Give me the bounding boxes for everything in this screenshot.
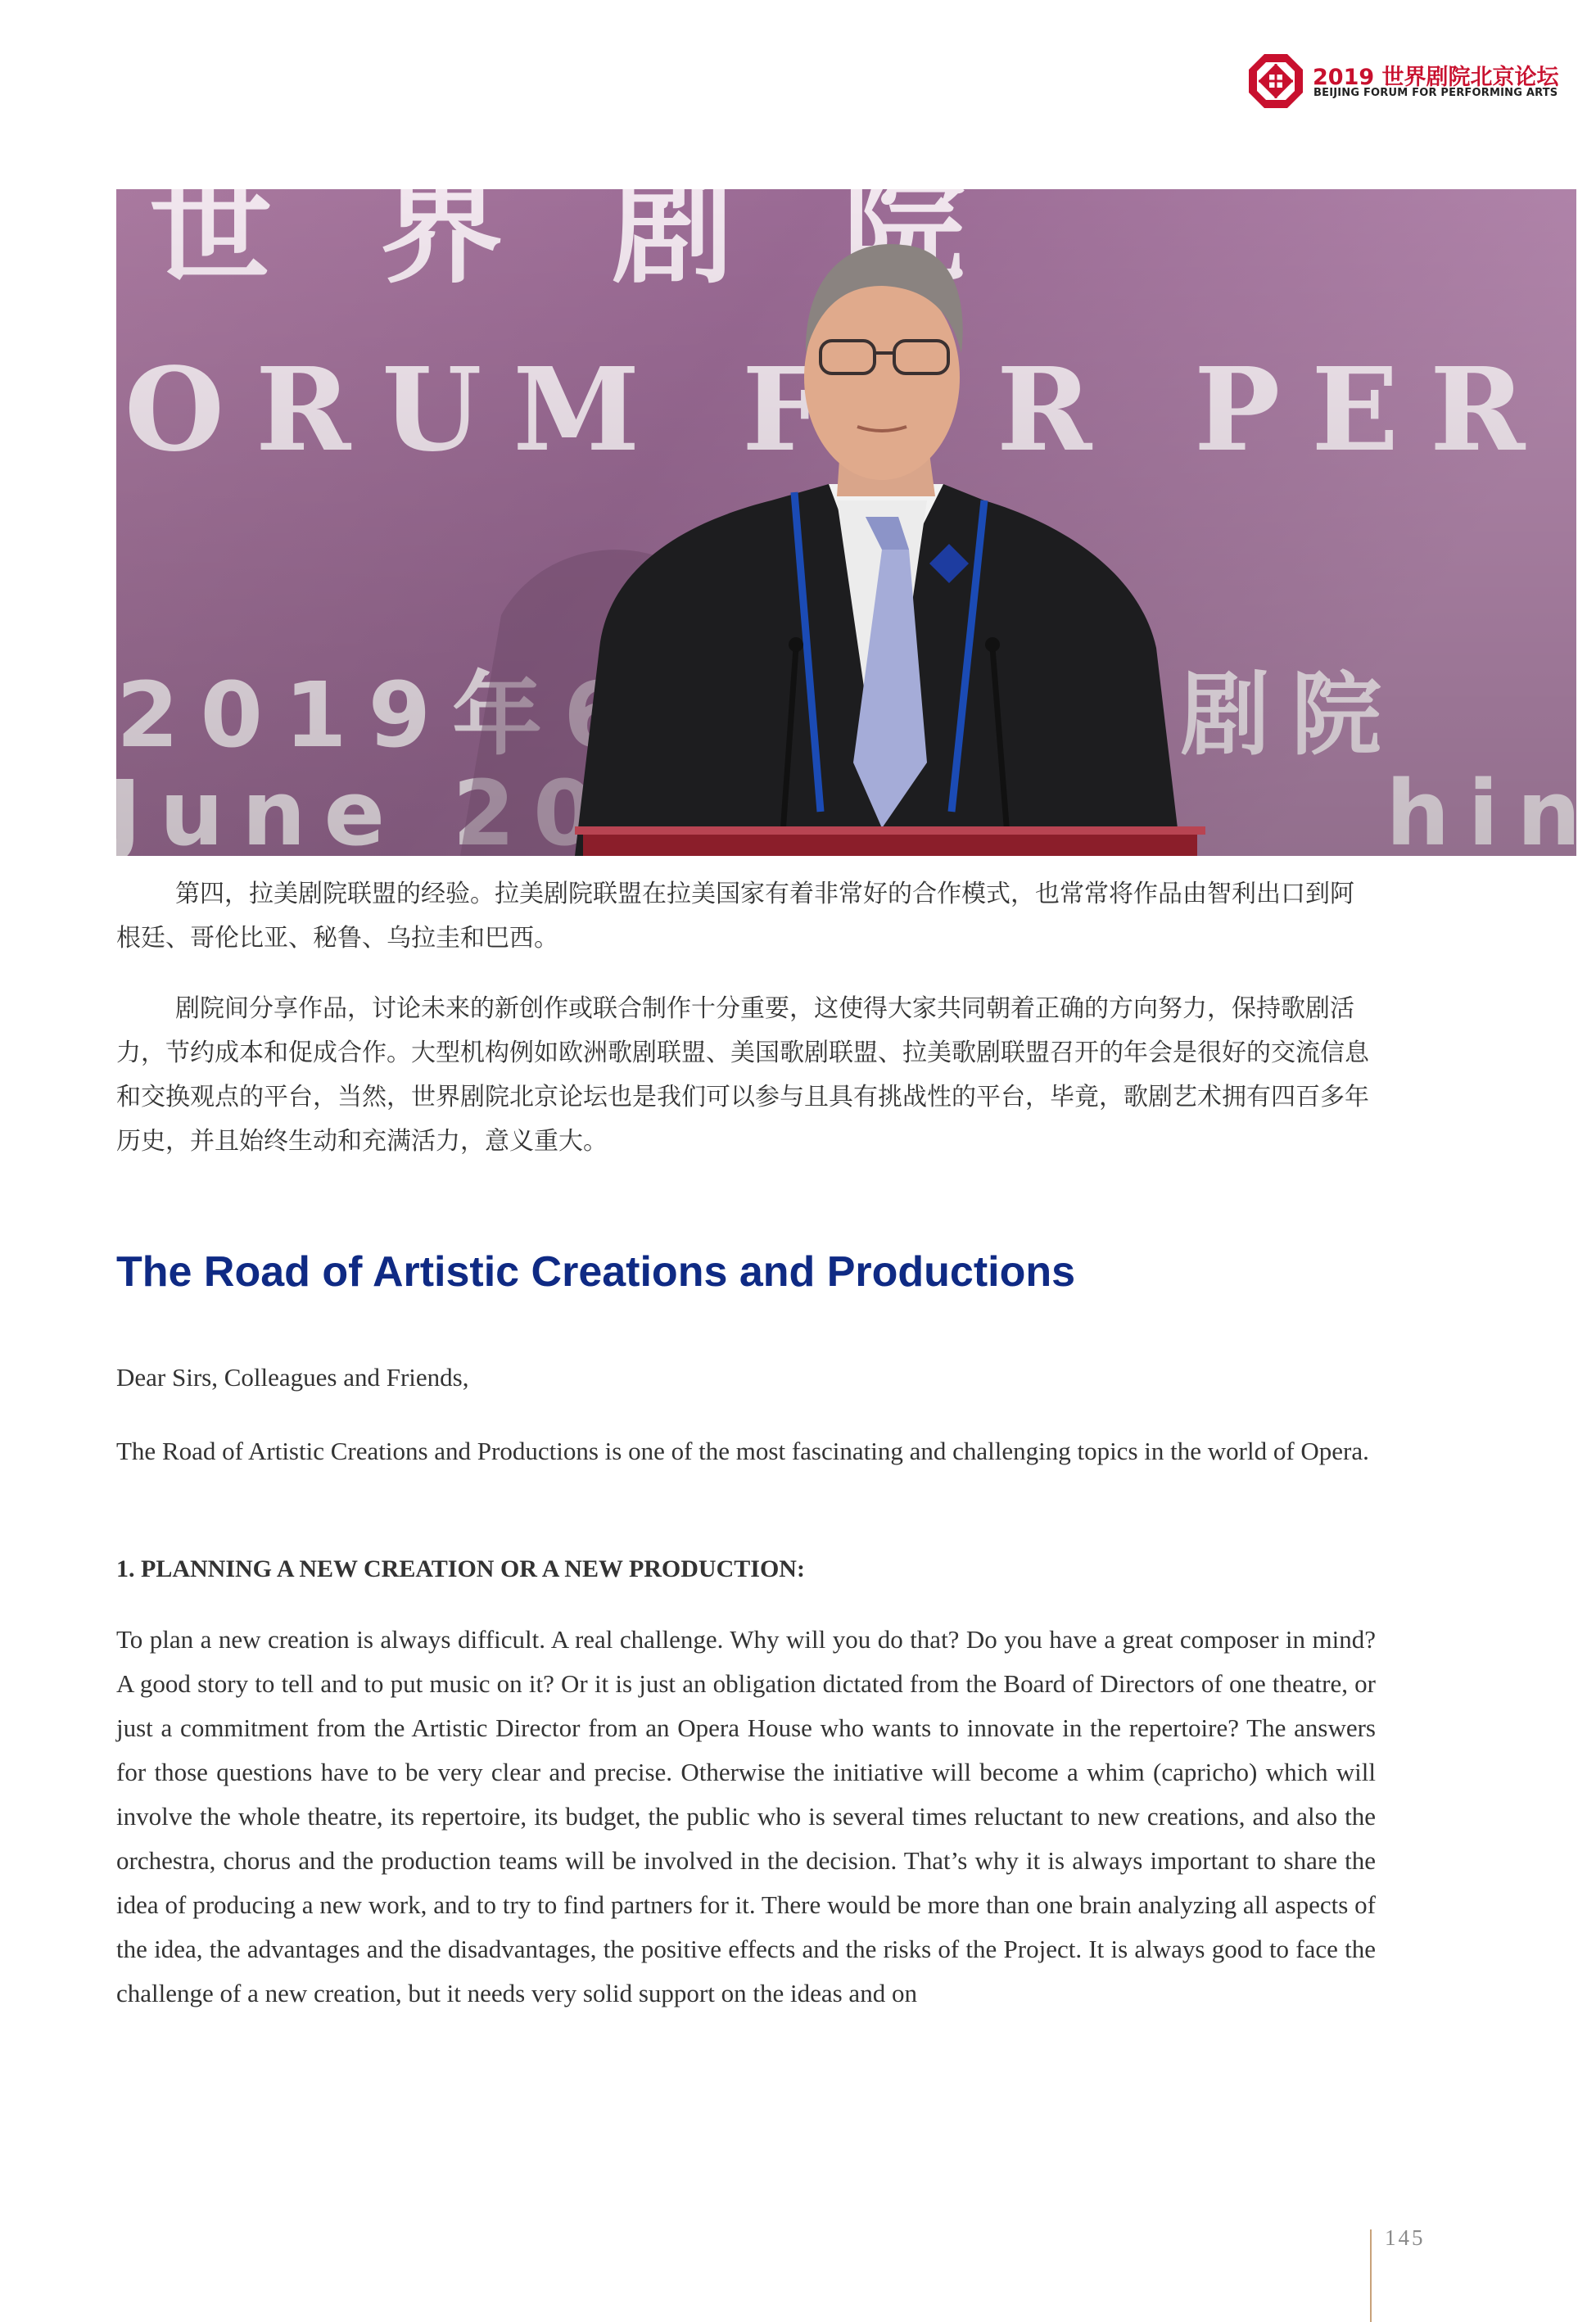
body-paragraph: To plan a new creation is always difficult. A real challenge. Why will you do that? Do you have a great composer in mind? A good story to tell and to put music on it? Or it is just an obligation dictated from the Board of Directors of one theatre, or just a commitment from the Artistic Director from an Opera House who wants to innovate in the repertoire? The answers for those questions have to be very clear and precise. Otherwise the initiative will become a whim (capricho) which will involve the whole theatre, its repertoire, its budget, the public who is several times reluctant to new creations, and also the orchestra, chorus and the production teams will be involved in the decision. That’s why it is always important to share the idea of producing a new work, and to try to find partners for it. There would be more than one brain analyzing all aspects of the idea, the advantages and the disadvantages, the positive effects and the risks of the Project. It is always good to face the challenge of a new creation, but it needs very solid support on the ideas and on <box>116 1625 1376 2007</box>
forum-subtitle: BEIJING FORUM FOR PERFORMING ARTS <box>1313 87 1558 99</box>
page-number-divider <box>1370 2229 1372 2322</box>
chinese-paragraph-2: 剧院间分享作品，讨论未来的新创作或联合制作十分重要，这使得大家共同朝着正确的方向努力，保持歌剧活力，节约成本和促成合作。大型机构例如欧洲歌剧联盟、美国歌剧联盟、拉美歌剧联盟召开的年会是很好的交流信息和交换观点的平台，当然，世界剧院北京论坛也是我们可以参与且具有挑战性的平台，毕竟，歌剧艺术拥有四百多年历史，并且始终生动和充满活力，意义重大。 <box>116 994 1369 1156</box>
chinese-paragraph-1: 第四，拉美剧院联盟的经验。拉美剧院联盟在拉美国家有着非常好的合作模式，也常常将作品由智利出口到阿根廷、哥伦比亚、秘鲁、乌拉圭和巴西。 <box>116 880 1354 953</box>
page-number: 145 <box>1385 2225 1426 2250</box>
intro-paragraph: The Road of Artistic Creations and Productions is one of the most fascinating and challenging topics in the world of Opera. <box>116 1437 1369 1465</box>
subsection-title: 1. PLANNING A NEW CREATION OR A NEW PRODUCTION: <box>116 1555 805 1582</box>
forum-title: 2019 世界剧院北京论坛 <box>1313 65 1559 90</box>
forum-logo-icon <box>1247 52 1304 110</box>
section-heading: The Road of Artistic Creations and Productions <box>116 1248 1076 1296</box>
speaker-photo <box>116 189 1576 856</box>
greeting: Dear Sirs, Colleagues and Friends, <box>116 1363 469 1392</box>
